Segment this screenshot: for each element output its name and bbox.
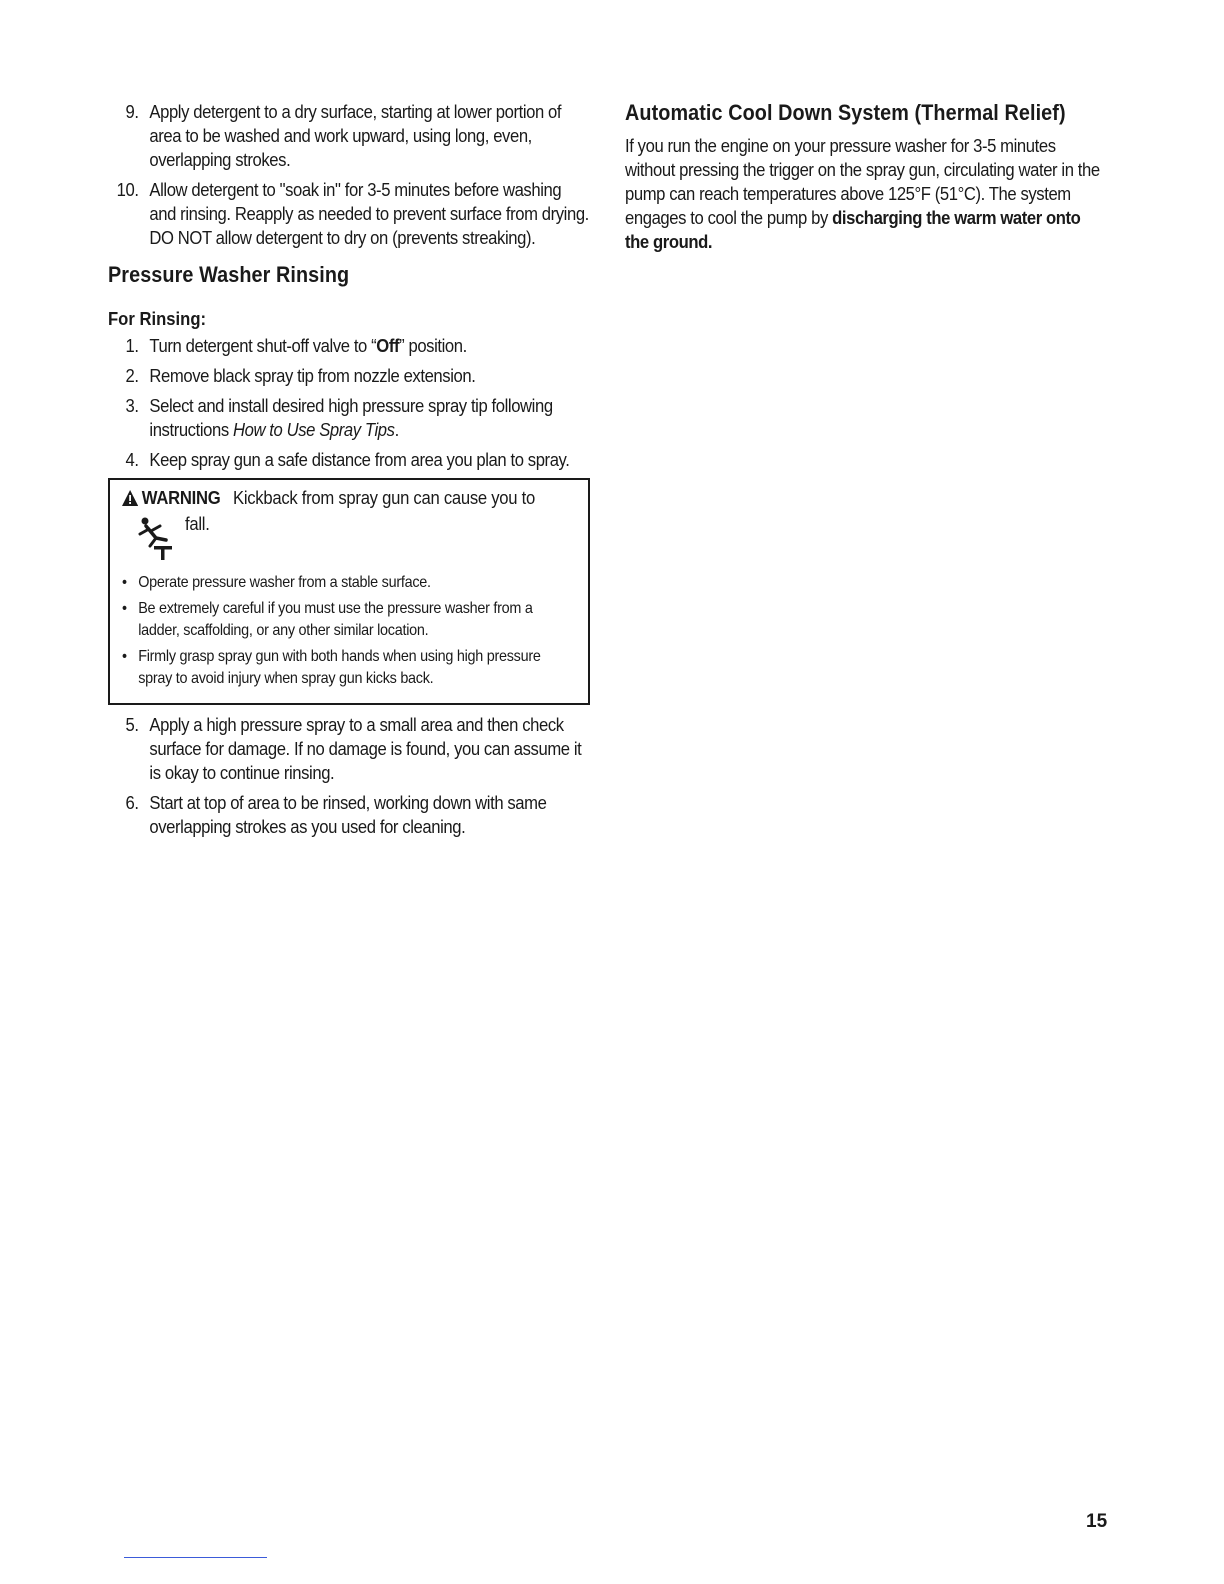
for-rinsing-label: For Rinsing: [108, 308, 207, 329]
page-number: 15 [1086, 1511, 1108, 1532]
spray-tips-reference: How to Use Spray Tips [232, 419, 395, 440]
cool-down-heading: Automatic Cool Down System (Thermal Relief) [625, 100, 1066, 125]
list-item [108, 791, 590, 839]
left-column [108, 100, 590, 845]
paragraph-text: If you run the engine on your pressure washer for 3-5 minutes without pressing the trigger on the spray gun, circulating water in the pump can reach temperatures above 125°F (51°C). The system engages to cool the pump by [625, 135, 1100, 228]
item-number: 9. [125, 101, 139, 122]
item-text: Allow detergent to "soak in" for 3-5 minutes before washing and rinsing. Reapply as needed to prevent surface from drying. DO NOT allow detergent to dry on (prevents streaking). [149, 179, 589, 248]
item-text-pre: Turn detergent shut-off valve to “ [149, 335, 377, 356]
list-item [108, 448, 590, 472]
list-item [108, 100, 590, 172]
item-text: Apply a high pressure spray to a small area and then check surface for damage. If no damage is found, you can assume it is okay to continue rinsing. [149, 714, 582, 783]
item-text: Remove black spray tip from nozzle extension. [149, 365, 476, 386]
right-column [625, 100, 1105, 254]
rinsing-list [108, 334, 590, 472]
item-number: 6. [125, 792, 139, 813]
item-text-pre: Select and install desired high pressure spray tip following instructions [149, 395, 553, 440]
item-number: 1. [125, 335, 139, 356]
warning-header [122, 486, 578, 536]
warning-bullets [122, 572, 578, 690]
list-item [108, 178, 590, 250]
list-item [108, 334, 590, 358]
item-number: 2. [125, 365, 139, 386]
rinsing-list-continued [108, 713, 590, 839]
list-item [108, 394, 590, 442]
item-text: Apply detergent to a dry surface, starting at lower portion of area to be washed and work upward, using long, even, overlapping strokes. [149, 101, 562, 170]
rinsing-heading: Pressure Washer Rinsing [108, 262, 350, 287]
item-number: 5. [125, 714, 139, 735]
instructions-bottom [108, 713, 590, 839]
rinsing-steps [108, 334, 590, 472]
item-text: Keep spray gun a safe distance from area you plan to spray. [149, 449, 570, 470]
warning-text-continued: fall. [185, 513, 210, 534]
warning-triangle-icon [122, 488, 138, 512]
warning-text: Kickback from spray gun can cause you to [232, 487, 535, 508]
list-item [108, 713, 590, 785]
item-number: 10. [116, 179, 139, 200]
footer-rule [124, 1557, 267, 1558]
warning-label: WARNING [141, 487, 221, 508]
item-number: 4. [125, 449, 139, 470]
off-position-text: Off [376, 335, 400, 356]
list-item: • Operate pressure washer from a stable surface. [122, 572, 578, 594]
list-item [108, 364, 590, 388]
list-item: • Be extremely careful if you must use the pressure washer from a ladder, scaffolding, or any other similar location. [122, 598, 578, 642]
cool-down-paragraph [625, 134, 1105, 254]
item-text-post: . [394, 419, 399, 440]
paragraph-bold-text: discharging the warm water onto the ground. [625, 207, 1081, 252]
fall-hazard-icon [136, 516, 176, 567]
warning-box [108, 478, 590, 705]
item-text-post: ” position. [399, 335, 467, 356]
detergent-steps [108, 100, 590, 250]
instructions-top [108, 100, 590, 250]
list-item: • Firmly grasp spray gun with both hands when using high pressure spray to avoid injury when spray gun kicks back. [122, 646, 578, 690]
item-number: 3. [125, 395, 139, 416]
item-text: Start at top of area to be rinsed, working down with same overlapping strokes as you used for cleaning. [149, 792, 547, 837]
